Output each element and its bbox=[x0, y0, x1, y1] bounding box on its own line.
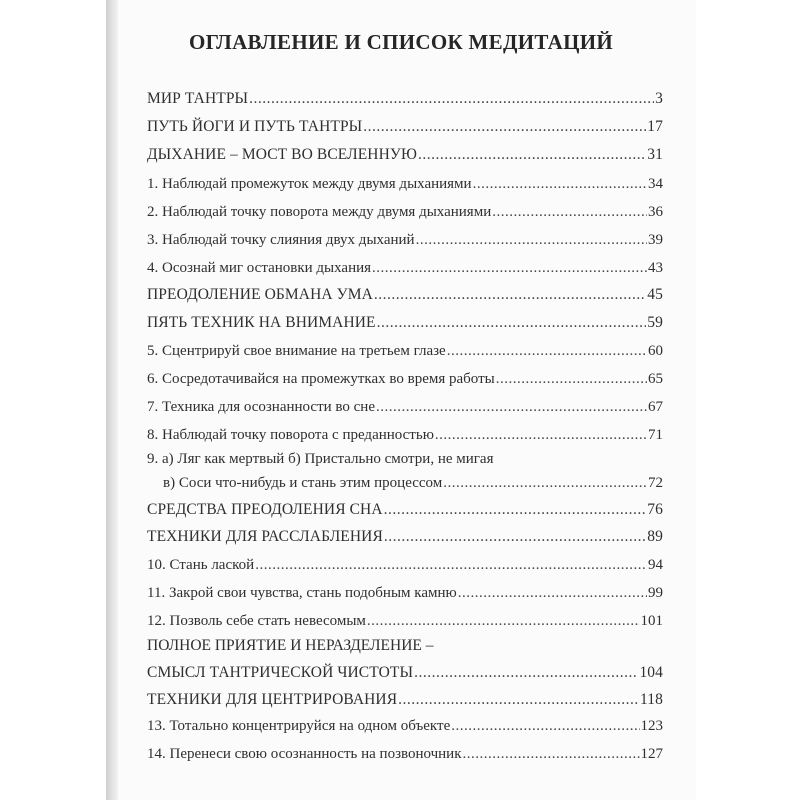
toc-entry-label: 3. Наблюдай точку слияния двух дыханий bbox=[147, 232, 415, 248]
toc-entry bbox=[147, 366, 663, 388]
toc-entry-label: 5. Сцентрируй свое внимание на третьем глазе bbox=[147, 343, 446, 359]
toc-entry-label: 10. Стань лаской bbox=[147, 557, 255, 573]
toc-entry-label: 8. Наблюдай точку поворота с преданностью bbox=[147, 427, 434, 443]
toc-entry-label: 12. Позволь себе стать невесомым bbox=[147, 613, 366, 629]
toc-entry bbox=[147, 310, 663, 332]
dot-leader bbox=[443, 474, 647, 492]
toc-page-number: 72 bbox=[648, 475, 663, 491]
toc-entry-label: 1. Наблюдай промежуток между двумя дыханиями bbox=[147, 176, 472, 192]
dot-leader bbox=[372, 259, 647, 277]
toc-entry-label: ТЕХНИКИ ДЛЯ РАССЛАБЛЕНИЯ bbox=[147, 528, 383, 545]
dot-leader bbox=[416, 231, 647, 249]
dot-leader bbox=[414, 664, 638, 682]
toc-entry-label: СМЫСЛ ТАНТРИЧЕСКОЙ ЧИСТОТЫ bbox=[147, 664, 414, 681]
dot-leader bbox=[255, 556, 647, 574]
toc-entry bbox=[147, 687, 663, 709]
toc-entry-label: 14. Перенеси свою осознанность на позвоночник bbox=[147, 746, 462, 762]
dot-leader bbox=[384, 528, 646, 546]
dot-leader bbox=[374, 286, 646, 304]
toc-entry-label: 4. Осознай миг остановки дыхания bbox=[147, 260, 372, 276]
toc-page-number: 123 bbox=[640, 718, 663, 734]
toc-page-number: 60 bbox=[648, 343, 663, 359]
toc-entry bbox=[147, 497, 663, 519]
dot-leader bbox=[451, 717, 639, 735]
toc-page-number: 89 bbox=[647, 528, 663, 545]
toc-entry bbox=[147, 713, 663, 735]
toc-entry bbox=[147, 552, 663, 574]
toc-entry-label: 13. Тотально концентрируйся на одном объекте bbox=[147, 718, 451, 734]
toc-entry bbox=[147, 580, 663, 602]
toc-page-number: 36 bbox=[648, 204, 663, 220]
toc-entry bbox=[147, 255, 663, 277]
dot-leader bbox=[418, 146, 646, 164]
dot-leader bbox=[492, 203, 647, 221]
dot-leader bbox=[249, 90, 654, 108]
page-title: ОГЛАВЛЕНИЕ И СПИСОК МЕДИТАЦИЙ bbox=[189, 30, 613, 54]
toc-entry bbox=[147, 199, 663, 221]
toc-entry-label: 6. Сосредотачивайся на промежутках во время работы bbox=[147, 371, 495, 387]
toc-page-number: 104 bbox=[639, 664, 663, 681]
toc-entry bbox=[147, 282, 663, 304]
toc-entry bbox=[147, 142, 663, 164]
dot-leader bbox=[363, 118, 646, 136]
toc-entry-label: МИР ТАНТРЫ bbox=[147, 90, 249, 107]
dot-leader bbox=[463, 745, 640, 763]
toc-page-number: 34 bbox=[648, 176, 663, 192]
toc-entry bbox=[147, 227, 663, 249]
toc-entry-label: ДЫХАНИЕ – МОСТ ВО ВСЕЛЕННУЮ bbox=[147, 146, 417, 163]
toc-entry bbox=[147, 422, 663, 444]
toc-entry bbox=[163, 470, 663, 492]
toc-page-number: 45 bbox=[647, 286, 663, 303]
toc-page-number: 76 bbox=[647, 501, 663, 518]
toc-entry bbox=[147, 741, 663, 763]
toc-entry bbox=[147, 114, 663, 136]
dot-leader bbox=[496, 370, 647, 388]
toc-page-number: 127 bbox=[640, 746, 663, 762]
toc-page-number: 43 bbox=[648, 260, 663, 276]
page-spine-shadow bbox=[106, 0, 118, 800]
toc-page-number: 101 bbox=[640, 613, 663, 629]
toc-entry-label: 7. Техника для осознанности во сне bbox=[147, 399, 375, 415]
dot-leader bbox=[458, 584, 647, 602]
toc-entry bbox=[147, 394, 663, 416]
toc-entry-label: 11. Закрой свои чувства, стань подобным камню bbox=[147, 585, 457, 601]
dot-leader bbox=[447, 342, 647, 360]
dot-leader bbox=[435, 426, 647, 444]
toc-entry-label: ПУТЬ ЙОГИ И ПУТЬ ТАНТРЫ bbox=[147, 118, 363, 135]
toc-page-number: 94 bbox=[648, 557, 663, 573]
toc-entry bbox=[147, 660, 663, 682]
dot-leader bbox=[473, 175, 647, 193]
toc-entry-label: 2. Наблюдай точку поворота между двумя дыханиями bbox=[147, 204, 492, 220]
toc-entry bbox=[147, 608, 663, 630]
toc-page-number: 118 bbox=[640, 691, 663, 708]
toc-entry-label-line1: 9. а) Ляг как мертвый б) Пристально смотри, не мигая bbox=[147, 451, 494, 467]
dot-leader bbox=[398, 691, 639, 709]
toc-page-number: 31 bbox=[647, 146, 663, 163]
toc-entry-label: СРЕДСТВА ПРЕОДОЛЕНИЯ СНА bbox=[147, 501, 383, 518]
toc-page-number: 59 bbox=[647, 314, 663, 331]
toc-page-number: 39 bbox=[648, 232, 663, 248]
dot-leader bbox=[377, 314, 647, 332]
dot-leader bbox=[384, 501, 647, 519]
dot-leader bbox=[367, 612, 640, 630]
toc-page-number: 67 bbox=[648, 399, 663, 415]
toc-entry-label: ПРЕОДОЛЕНИЕ ОБМАНА УМА bbox=[147, 286, 373, 303]
toc-entry bbox=[147, 524, 663, 546]
toc-entry-label-line1: ПОЛНОЕ ПРИЯТИЕ И НЕРАЗДЕЛЕНИЕ – bbox=[147, 637, 434, 654]
toc-page-number: 3 bbox=[655, 90, 663, 107]
toc-entry bbox=[147, 86, 663, 108]
toc-page-number: 65 bbox=[648, 371, 663, 387]
toc-page-number: 71 bbox=[648, 427, 663, 443]
dot-leader bbox=[376, 398, 647, 416]
toc-entry-label: в) Соси что-нибудь и стань этим процессом bbox=[163, 475, 443, 491]
toc-entry bbox=[147, 171, 663, 193]
toc-entry-label: ТЕХНИКИ ДЛЯ ЦЕНТРИРОВАНИЯ bbox=[147, 691, 398, 708]
toc-entry-label: ПЯТЬ ТЕХНИК НА ВНИМАНИЕ bbox=[147, 314, 376, 331]
toc-page-number: 99 bbox=[648, 585, 663, 601]
toc-page-number: 17 bbox=[647, 118, 663, 135]
toc-entry bbox=[147, 338, 663, 360]
